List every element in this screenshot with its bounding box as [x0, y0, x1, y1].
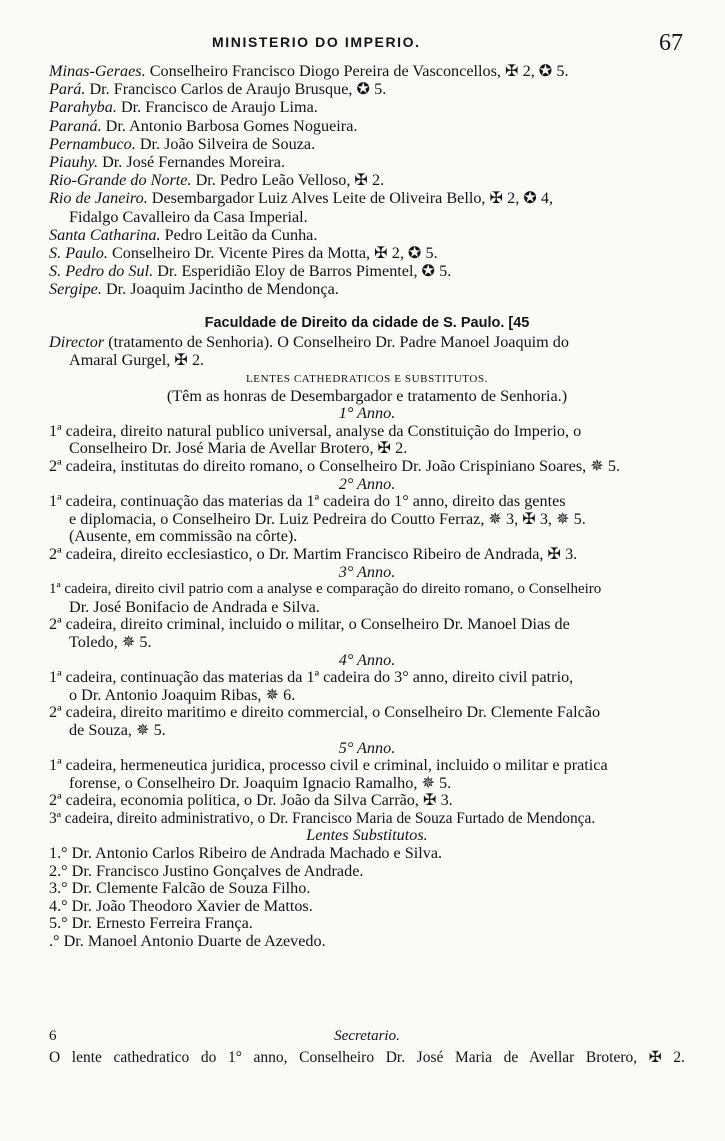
anno-heading-2: 2° Anno. — [338, 475, 396, 493]
anno-heading-1: 1° Anno. — [338, 405, 396, 423]
cadeira-line: o Dr. Antonio Joaquim Ribas, ✵ 6. — [69, 686, 296, 704]
list-item: Piauhy. Dr. José Fernandes Moreira. — [49, 152, 286, 171]
faculdade-section — [49, 312, 685, 950]
cadeira-line: Conselheiro Dr. José Maria de Avellar Brotero, ✠ 2. — [69, 440, 408, 458]
substituto-item: 4.° Dr. João Theodoro Xavier de Mattos. — [49, 897, 313, 915]
section-title: Faculdade de Direito da cidade de S. Paulo. [45 — [204, 315, 530, 332]
list-item: S. Paulo. Conselheiro Dr. Vicente Pires da Motta, ✠ 2, ✪ 5. — [49, 243, 438, 262]
cadeira-line: 2ª cadeira, economia politica, o Dr. João da Silva Carrão, ✠ 3. — [49, 792, 453, 810]
director-line-2: Amaral Gurgel, ✠ 2. — [69, 352, 205, 370]
signature-mark: 6 — [49, 1028, 57, 1044]
anno-heading-4: 4° Anno. — [338, 651, 396, 669]
cadeira-line: 1ª cadeira, hermeneutica juridica, processo civil e criminal, incluido o militar e pratica — [49, 757, 608, 775]
cadeira-line: forense, o Conselheiro Dr. Joaquim Ignacio Ramalho, ✵ 5. — [69, 774, 452, 792]
list-item: Rio-Grande do Norte. Dr. Pedro Leão Velloso, ✠ 2. — [49, 171, 385, 190]
list-item: Parahyba. Dr. Francisco de Araujo Lima. — [49, 98, 318, 117]
cadeira-line: 2ª cadeira, direito ecclesiastico, o Dr. Martim Francisco Ribeiro de Andrada, ✠ 3. — [49, 545, 578, 563]
list-item: S. Pedro do Sul. Dr. Esperidião Eloy de Barros Pimentel, ✪ 5. — [49, 262, 452, 281]
substitutos-heading: Lentes Substitutos. — [306, 827, 428, 845]
list-item: Minas-Geraes. Conselheiro Francisco Diogo Pereira de Vasconcellos, ✠ 2, ✪ 5. — [49, 62, 569, 80]
list-item: Rio de Janeiro. Desembargador Luiz Alves Leite de Oliveira Bello, ✠ 2, ✪ 4, — [49, 189, 554, 208]
cadeira-line: 2ª cadeira, direito criminal, incluido o militar, o Conselheiro Dr. Manoel Dias de — [49, 616, 570, 634]
cadeira-line: Toledo, ✵ 5. — [69, 633, 152, 651]
list-item-continuation: Fidalgo Cavalleiro da Casa Imperial. — [69, 207, 308, 226]
cadeira-line: 1ª cadeira, continuação das materias da 1ª cadeira do 1° anno, direito das gentes — [49, 493, 566, 511]
substituto-item: 1.° Dr. Antonio Carlos Ribeiro de Andrada Machado e Silva. — [49, 845, 443, 863]
substituto-item: .° Dr. Manoel Antonio Duarte de Azevedo. — [49, 933, 326, 951]
page-header — [0, 30, 725, 58]
body-text — [49, 62, 685, 951]
anno-heading-5: 5° Anno. — [338, 739, 396, 757]
cadeira-line: 1ª cadeira, continuação das materias da 1ª cadeira do 3° anno, direito civil patrio, — [49, 669, 574, 687]
section-gap — [49, 298, 685, 312]
list-item: Santa Catharina. Pedro Leitão da Cunha. — [49, 225, 318, 244]
list-item: Paraná. Dr. Antonio Barbosa Gomes Nogueira. — [49, 116, 358, 135]
honras-note: (Têm as honras de Desembargador e tratamento de Senhoria.) — [166, 387, 568, 405]
lentes-heading: LENTES CATHEDRATICOS E SUBSTITUTOS. — [245, 372, 489, 385]
cadeira-line: de Souza, ✵ 5. — [69, 721, 166, 739]
page-footer — [49, 1028, 685, 1068]
substituto-item: 3.° Dr. Clemente Falcão de Souza Filho. — [49, 880, 311, 898]
cadeira-line: Dr. José Bonifacio de Andrada e Silva. — [69, 598, 320, 616]
cadeira-line: 2ª cadeira, institutas do direito romano, o Conselheiro Dr. João Crispiniano Soares, ✵ 5. — [49, 458, 621, 475]
substituto-item: 2.° Dr. Francisco Justino Gonçalves de Andrade. — [49, 862, 364, 880]
cadeira-line: (Ausente, em commissão na côrte). — [69, 528, 298, 546]
cadeira-line: 3ª cadeira, direito administrativo, o Dr. Francisco Maria de Souza Furtado de Mendonça. — [49, 809, 596, 827]
substituto-item: 5.° Dr. Ernesto Ferreira França. — [49, 915, 253, 933]
list-item: Pernambuco. Dr. João Silveira de Souza. — [49, 134, 316, 153]
cadeira-line: 1ª cadeira, direito civil patrio com a analyse e comparação do direito romano, o Conselheiro — [49, 581, 602, 598]
list-item: Sergipe. Dr. Joaquim Jacintho de Mendonça. — [49, 280, 339, 299]
cadeira-line: e diplomacia, o Conselheiro Dr. Luiz Pedreira do Coutto Ferraz, ✵ 3, ✠ 3, ✵ 5. — [69, 510, 586, 528]
list-item: Pará. Dr. Francisco Carlos de Araujo Brusque, ✪ 5. — [49, 80, 387, 99]
running-title: MINISTERIO DO IMPERIO. — [212, 34, 421, 50]
anno-heading-3: 3° Anno. — [338, 563, 396, 581]
province-list — [49, 62, 685, 298]
director-line: Director (tratamento de Senhoria). O Conselheiro Dr. Padre Manoel Joaquim do — [49, 334, 569, 352]
cadeira-line: 1ª cadeira, direito natural publico universal, analyse da Constituição do Imperio, o — [49, 422, 582, 440]
page-number: 67 — [659, 30, 683, 56]
cadeira-line: 2ª cadeira, direito maritimo e direito commercial, o Conselheiro Dr. Clemente Falcão — [49, 704, 601, 722]
secretario-heading: Secretario. — [334, 1028, 400, 1044]
secretario-line: O lente cathedratico do 1° anno, Conselheiro Dr. José Maria de Avellar Brotero, ✠ 2. — [49, 1049, 685, 1066]
